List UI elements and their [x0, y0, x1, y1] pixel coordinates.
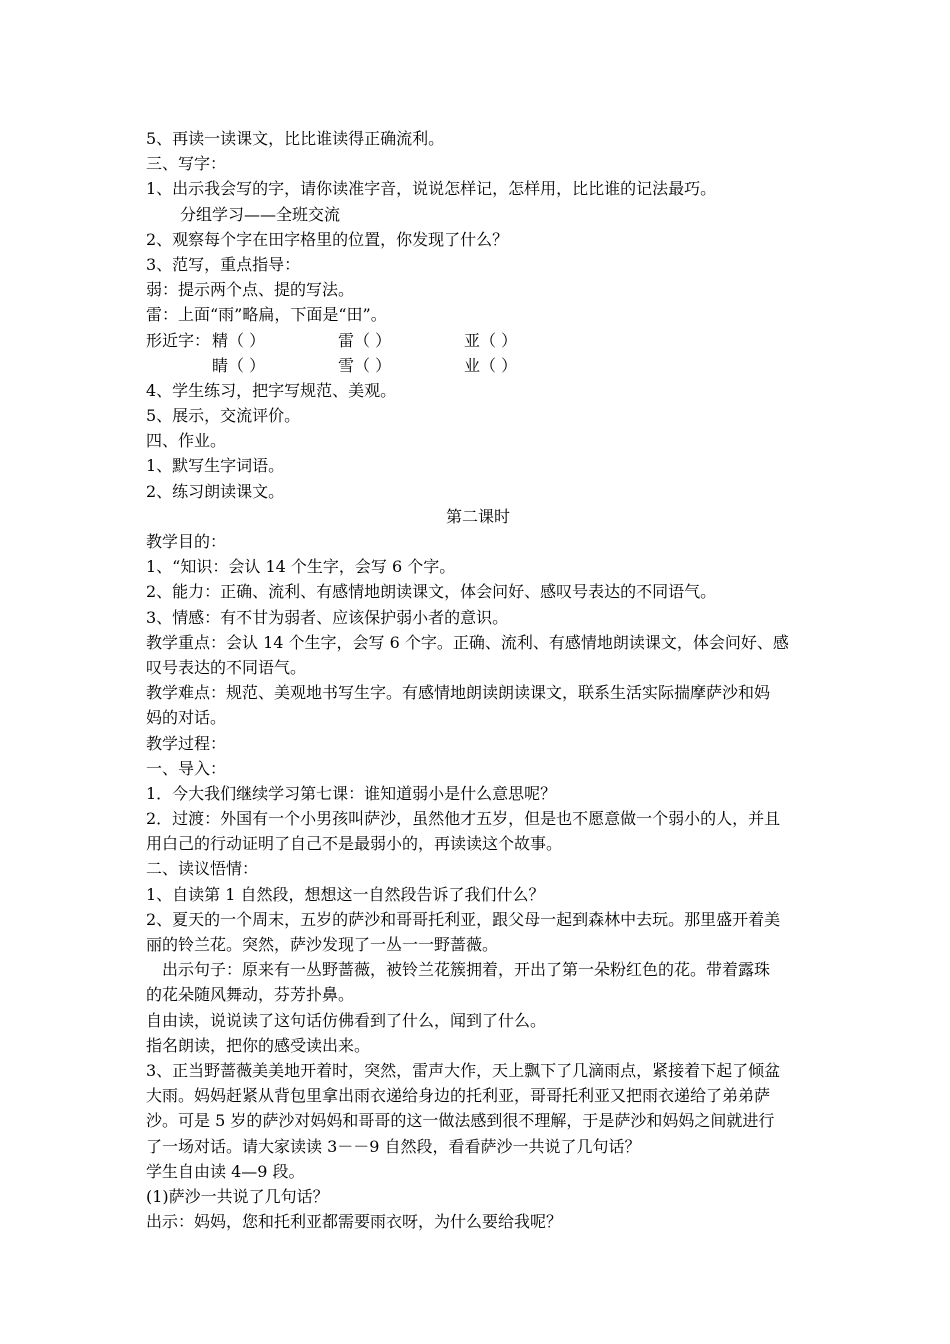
similar-char-item: 雪（ ） [338, 355, 392, 375]
text-line: 出示句子：原来有一丛野蔷薇，被铃兰花簇拥着，开出了第一朵粉红色的花。带着露珠 [162, 960, 771, 980]
text-line: 1、自读第 1 自然段，想想这一自然段告诉了我们什么？ [146, 884, 545, 904]
section-heading: 四、作业。 [146, 431, 227, 451]
text-line: 沙。可是 5 岁的萨沙对妈妈和哥哥的这一做法感到很不理解，于是萨沙和妈妈之间就进行 [146, 1111, 775, 1131]
text-line: 5、再读一读课文，比比谁读得正确流利。 [146, 129, 445, 148]
section-heading: 三、写字： [146, 154, 227, 174]
similar-char-item: 精（ ） [212, 330, 266, 350]
text-line: 3、正当野蔷薇美美地开着时，突然，雷声大作，天上飘下了几滴雨点，紧接着下起了倾盆 [146, 1060, 781, 1080]
text-line: 弱：提示两个点、提的写法。 [146, 280, 355, 300]
text-line: 5、展示，交流评价。 [146, 406, 301, 426]
text-line: 1．今大我们继续学习第七课：谁知道弱小是什么意思呢？ [146, 783, 557, 803]
text-line: 2、能力：正确、流利、有感情地朗读课文，体会问好、感叹号表达的不同语气。 [146, 582, 717, 602]
text-line: 教学难点：规范、美观地书写生字。有感情地朗读朗读课文，联系生活实际揣摩萨沙和妈 [146, 683, 771, 703]
text-line: 2．过渡：外国有一个小男孩叫萨沙，虽然他才五岁，但是也不愿意做一个弱小的人，并且 [146, 809, 781, 829]
text-line: 用白己的行动证明了自己不是最弱小的，再读读这个故事。 [146, 834, 563, 854]
text-line: 丽的铃兰花。突然，萨沙发现了一丛一一野蔷薇。 [146, 935, 499, 954]
lesson-title: 第二课时 [445, 506, 510, 526]
section-heading: 二、读议悟情： [146, 859, 259, 879]
text-line: 出示：妈妈，您和托利亚都需要雨衣呀，为什么要给我呢？ [146, 1212, 563, 1232]
text-line: 大雨。妈妈赶紧从背包里拿出雨衣递给身边的托利亚，哥哥托利亚又把雨衣递给了弟弟萨 [146, 1086, 771, 1106]
text-line: 2、练习朗读课文。 [146, 481, 285, 501]
similar-char-item: 雷（ ） [338, 330, 392, 350]
text-line: 1、“知识：会认 14 个生字，会写 6 个字。 [146, 557, 456, 577]
text-line: (1)萨沙一共说了几句话？ [146, 1186, 329, 1206]
text-line: 了一场对话。请大家读读 3－－9 自然段，看看萨沙一共说了几句话？ [146, 1136, 641, 1156]
text-line: 自由读，说说读了这句话仿佛看到了什么，闻到了什么。 [146, 1010, 547, 1030]
text-line: 分组学习——全班交流 [180, 204, 341, 224]
similar-chars-row-1 [146, 328, 810, 353]
text-line: 的花朵随风舞动，芬芳扑鼻。 [146, 985, 355, 1005]
section-heading: 一、导入： [146, 758, 227, 778]
text-line: 3、情感：有不甘为弱者、应该保护弱小者的意识。 [146, 607, 509, 627]
text-line: 妈的对话。 [146, 708, 227, 728]
text-line: 教学过程： [146, 733, 227, 753]
text-line: 雷：上面“雨”略扁，下面是“田”。 [146, 305, 387, 325]
text-line: 2、夏天的一个周末，五岁的萨沙和哥哥托利亚，跟父母一起到森林中去玩。那里盛开着美 [146, 909, 781, 929]
text-line: 教学重点：会认 14 个生字，会写 6 个字。正确、流利、有感情地朗读课文，体会问好、感 [146, 632, 789, 652]
document-body [146, 126, 810, 1234]
similar-char-item: 睛（ ） [212, 355, 266, 375]
text-line: 叹号表达的不同语气。 [146, 657, 307, 677]
text-line: 1、出示我会写的字，请你读准字音，说说怎样记，怎样用，比比谁的记法最巧。 [146, 179, 717, 199]
text-line: 3、范写，重点指导： [146, 254, 301, 274]
similar-char-item: 亚（ ） [464, 330, 518, 350]
similar-char-item: 业（ ） [464, 355, 518, 375]
similar-chars-label: 形近字： [146, 330, 211, 350]
text-line: 4、学生练习，把字写规范、美观。 [146, 380, 397, 400]
text-line: 指名朗读，把你的感受读出来。 [146, 1035, 371, 1055]
similar-chars-row-2 [146, 353, 810, 378]
text-line: 学生自由读 4—9 段。 [146, 1161, 305, 1181]
text-line: 教学目的： [146, 532, 227, 551]
text-line: 2、观察每个字在田字格里的位置，你发现了什么？ [146, 229, 509, 249]
text-line: 1、默写生字词语。 [146, 456, 285, 476]
